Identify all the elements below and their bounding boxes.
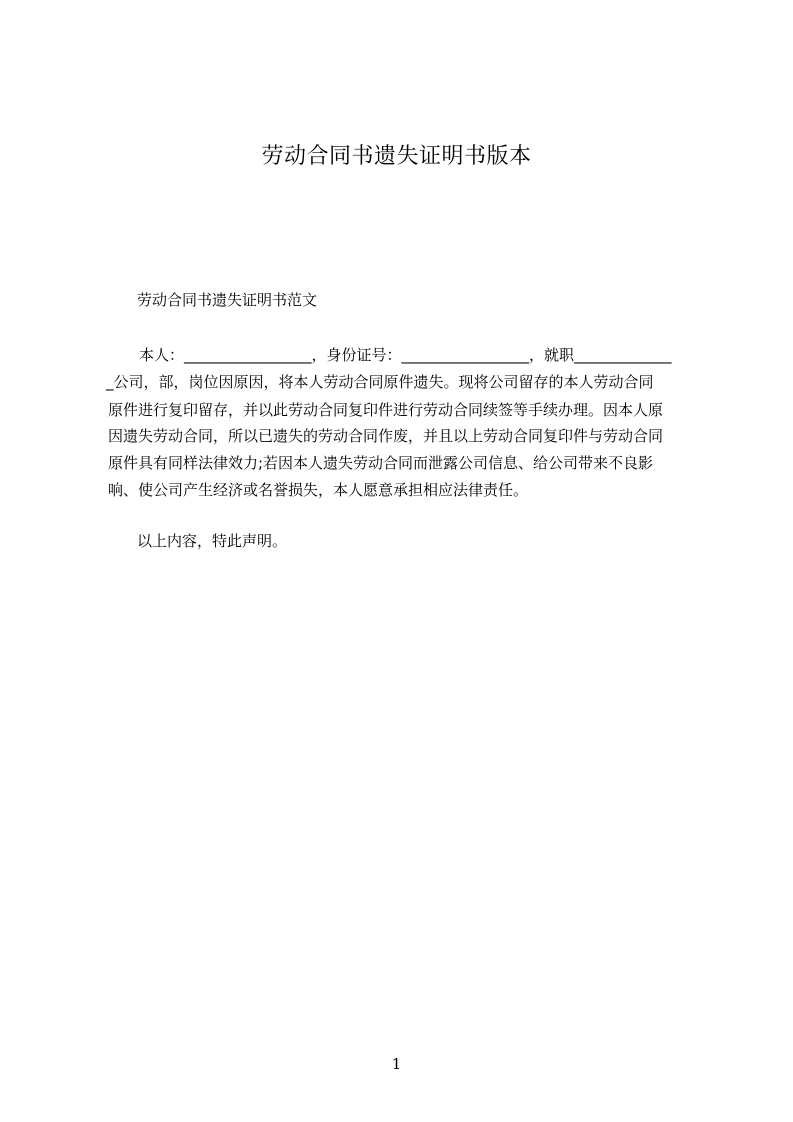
closing-statement: 以上内容，特此声明。: [137, 532, 288, 550]
body-line: 本人：_________________，身份证号：_________________，就职_____________: [139, 346, 672, 364]
document-subtitle: 劳动合同书遗失证明书范文: [137, 291, 318, 309]
body-line: 原件具有同样法律效力;若因本人遗失劳动合同而泄露公司信息、给公司带来不良影: [108, 454, 654, 472]
body-line: 原件进行复印留存，并以此劳动合同复印件进行劳动合同续签等手续办理。因本人原: [108, 401, 664, 419]
body-line: 因遗失劳动合同，所以已遗失的劳动合同作废，并且以上劳动合同复印件与劳动合同: [108, 427, 664, 445]
page-number: 1: [391, 1055, 402, 1073]
body-line: 响、使公司产生经济或名誉损失，本人愿意承担相应法律责任。: [108, 481, 529, 499]
document-title: 劳动合同书遗失证明书版本: [261, 144, 532, 169]
body-line: _公司，部，岗位因原因，将本人劳动合同原件遗失。现将公司留存的本人劳动合同: [106, 373, 654, 391]
